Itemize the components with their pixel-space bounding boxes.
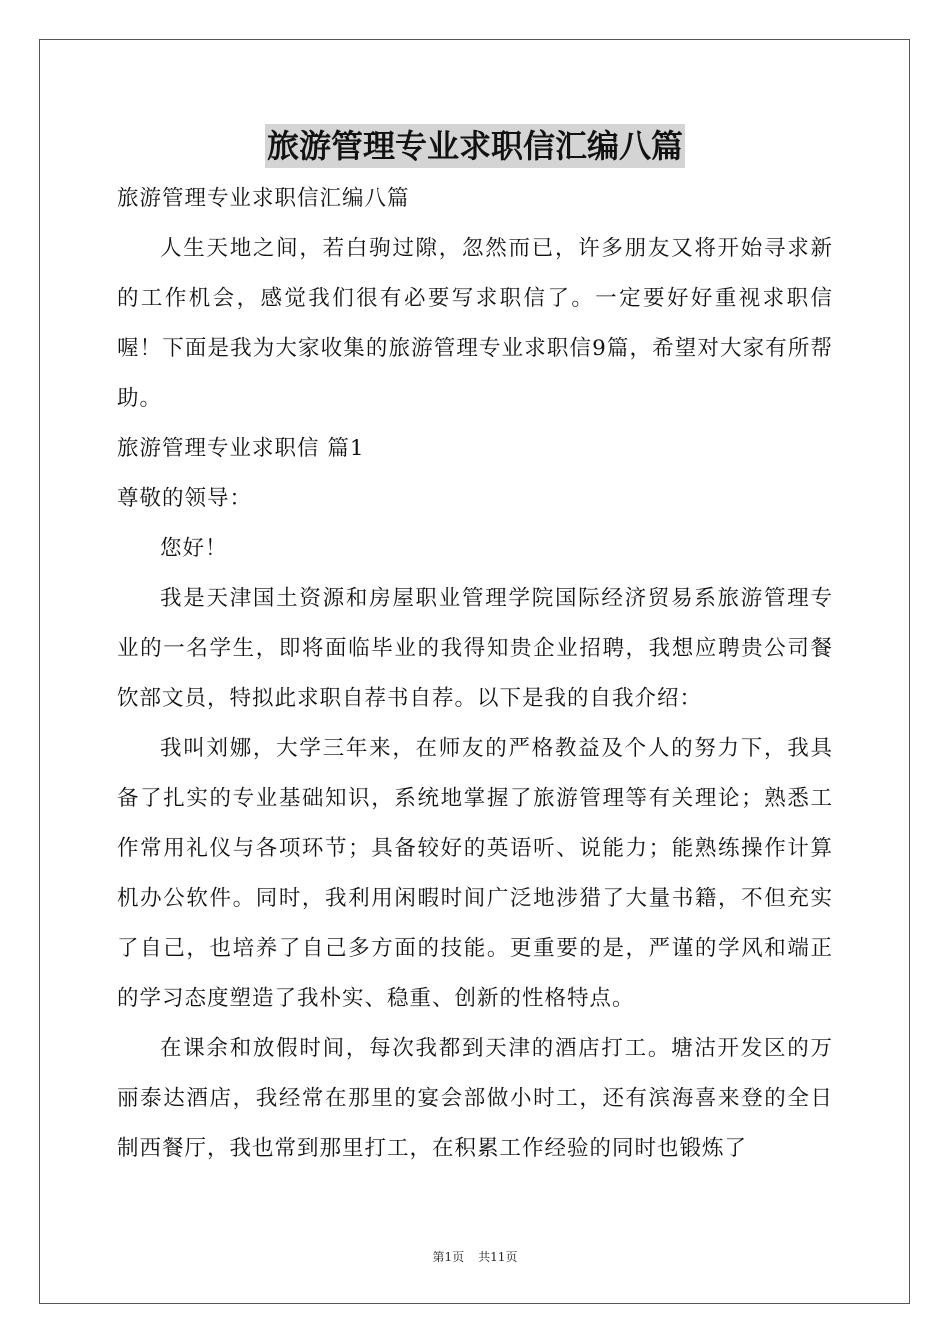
page-total: 共11页: [478, 1250, 518, 1264]
paragraph: 我叫刘娜，大学三年来，在师友的严格教益及个人的努力下，我具备了扎实的专业基础知识，系统地掌握了旅游管理等有关理论；熟悉工作常用礼仪与各项环节；具备较好的英语听、说能力；能熟练操作计算机办公软件。同时，我利用闲暇时间广泛地涉猎了大量书籍，不但充实了自己，也培养了自己多方面的技能。更重要的是，严谨的学风和端正的学习态度塑造了我朴实、稳重、创新的性格特点。: [117, 736, 833, 1011]
greeting: 您好！: [160, 536, 228, 561]
salutation: 尊敬的领导：: [117, 486, 253, 511]
paragraph: 旅游管理专业求职信汇编八篇: [117, 186, 410, 211]
title-container: [0, 124, 950, 168]
document-body: [117, 174, 833, 1174]
paragraph: 我是天津国土资源和房屋职业管理学院国际经济贸易系旅游管理专业的一名学生，即将面临毕业的我得知贵企业招聘，我想应聘贵公司餐饮部文员，特拟此求职自荐书自荐。以下是我的自我介绍：: [117, 586, 833, 711]
paragraph: 人生天地之间，若白驹过隙，忽然而已，许多朋友又将开始寻求新的工作机会，感觉我们很有必要写求职信了。一定要好好重视求职信喔！下面是我为大家收集的旅游管理专业求职信9篇，希望对大家有所帮助。: [117, 236, 833, 411]
paragraph: 在课余和放假时间，每次我都到天津的酒店打工。塘沽开发区的万丽泰达酒店，我经常在那里的宴会部做小时工，还有滨海喜来登的全日制西餐厅，我也常到那里打工，在积累工作经验的同时也锻炼了: [117, 1036, 833, 1161]
section-heading: 旅游管理专业求职信 篇1: [117, 436, 365, 461]
document-title: 旅游管理专业求职信汇编八篇: [265, 124, 685, 168]
page-footer: [0, 1249, 950, 1265]
page-number: 第1页: [432, 1250, 465, 1264]
